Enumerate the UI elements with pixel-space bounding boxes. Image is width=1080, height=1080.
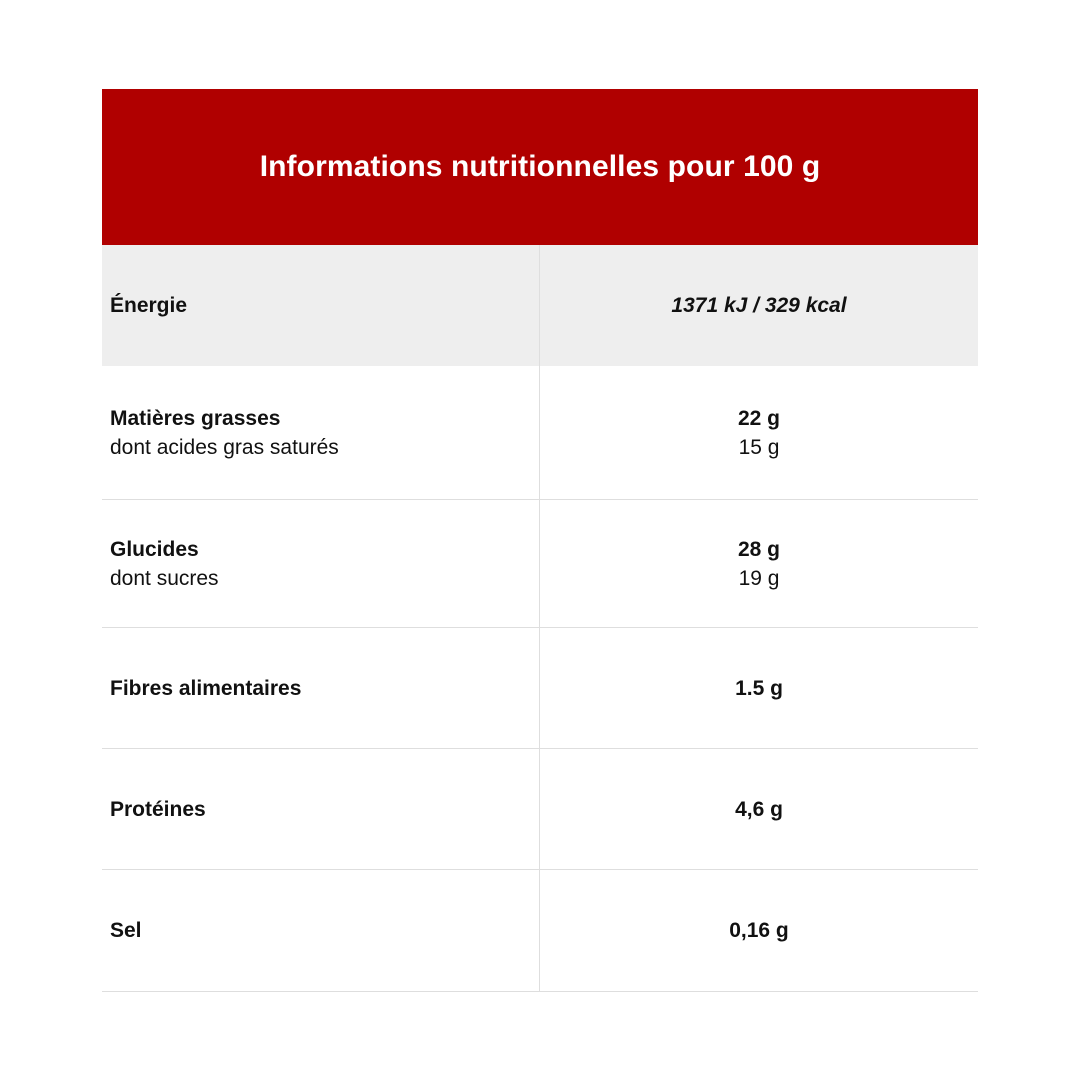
row-label: Énergie bbox=[110, 294, 188, 317]
row-value-cell bbox=[540, 749, 978, 869]
row-value: 22 g bbox=[737, 406, 781, 430]
table-title: Informations nutritionnelles pour 100 g bbox=[259, 150, 821, 183]
row-label: Matières grasses bbox=[110, 406, 281, 430]
row-sub-value: 19 g bbox=[738, 566, 780, 590]
row-value: 4,6 g bbox=[735, 797, 783, 821]
row-label-cell bbox=[102, 500, 540, 627]
table-row-protein bbox=[102, 749, 978, 870]
row-label: Fibres alimentaires bbox=[110, 676, 302, 700]
row-value-cell bbox=[540, 628, 978, 748]
row-sub-value: 15 g bbox=[738, 435, 780, 459]
row-value-cell bbox=[540, 870, 978, 991]
table-row-energy bbox=[102, 245, 978, 366]
row-label-cell bbox=[102, 870, 540, 991]
row-sub-label: dont acides gras saturés bbox=[110, 435, 339, 459]
row-label: Protéines bbox=[110, 797, 206, 821]
row-value: 1.5 g bbox=[735, 676, 783, 700]
table-row-salt bbox=[102, 870, 978, 992]
row-sub-label: dont sucres bbox=[110, 566, 219, 590]
row-label-cell bbox=[102, 245, 540, 366]
row-label: Sel bbox=[110, 919, 142, 942]
nutrition-table bbox=[102, 89, 978, 992]
row-label-cell bbox=[102, 749, 540, 869]
row-label-cell bbox=[102, 628, 540, 748]
row-value: 1371 kJ / 329 kcal bbox=[671, 294, 847, 317]
row-label: Glucides bbox=[110, 537, 199, 561]
table-row-fiber bbox=[102, 628, 978, 749]
row-value-cell bbox=[540, 245, 978, 366]
table-row-fat bbox=[102, 366, 978, 500]
row-value-cell bbox=[540, 366, 978, 499]
table-row-carbs bbox=[102, 500, 978, 628]
row-value: 0,16 g bbox=[729, 919, 789, 942]
row-value: 28 g bbox=[737, 537, 781, 561]
table-header bbox=[102, 89, 978, 245]
row-label-cell bbox=[102, 366, 540, 499]
row-value-cell bbox=[540, 500, 978, 627]
